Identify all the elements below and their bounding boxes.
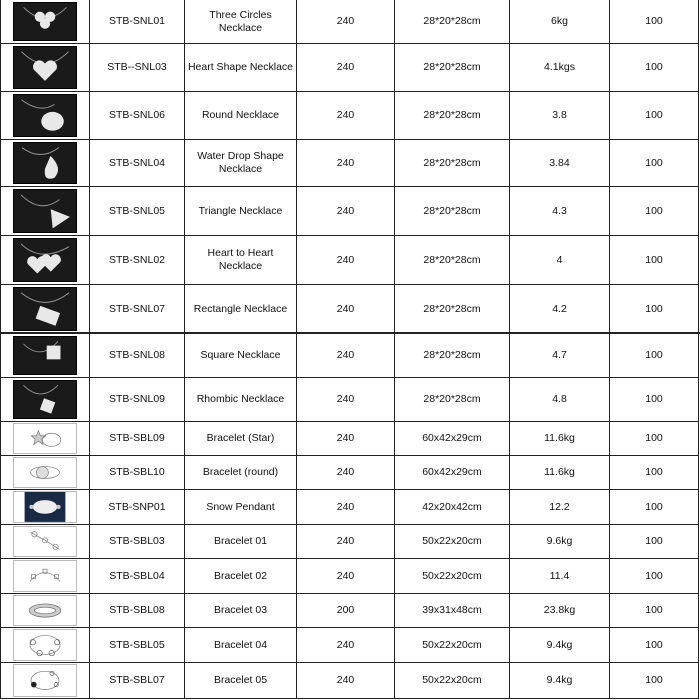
bracelet-05-icon xyxy=(13,664,77,697)
table-row xyxy=(0,334,700,378)
product-code: STB-SBL05 xyxy=(90,628,185,663)
product-thumbnail-cell xyxy=(0,628,90,663)
carton-quantity: 240 xyxy=(297,236,395,285)
carton-quantity: 240 xyxy=(297,456,395,490)
pcs-value: 100 xyxy=(610,525,699,559)
product-thumbnail-cell xyxy=(0,334,90,378)
product-name: Bracelet (Star) xyxy=(185,422,297,456)
product-code: STB-SNL07 xyxy=(90,285,185,334)
product-code: STB-SNL08 xyxy=(90,334,185,378)
pcs-value: 100 xyxy=(610,236,699,285)
table-row xyxy=(0,422,700,456)
carton-weight: 11.6kg xyxy=(510,456,610,490)
rectangle-necklace-icon xyxy=(13,287,77,331)
product-name: Bracelet 01 xyxy=(185,525,297,559)
product-thumbnail-cell xyxy=(0,285,90,334)
product-thumbnail-cell xyxy=(0,559,90,594)
product-code: STB-SNL04 xyxy=(90,140,185,187)
product-code: STB-SNL01 xyxy=(90,0,185,44)
carton-quantity: 240 xyxy=(297,378,395,422)
carton-quantity: 240 xyxy=(297,422,395,456)
carton-size: 28*20*28cm xyxy=(395,0,510,44)
pcs-value: 100 xyxy=(610,422,699,456)
carton-quantity: 240 xyxy=(297,334,395,378)
product-thumbnail-cell xyxy=(0,525,90,559)
product-code: STB-SBL03 xyxy=(90,525,185,559)
carton-size: 50x22x20cm xyxy=(395,663,510,699)
carton-weight: 11.4 xyxy=(510,559,610,594)
carton-size: 50x22x20cm xyxy=(395,559,510,594)
product-name: Snow Pendant xyxy=(185,490,297,525)
product-name: Square Necklace xyxy=(185,334,297,378)
bracelet-02-icon xyxy=(13,560,77,592)
bracelet-04-icon xyxy=(13,629,77,661)
pcs-value: 100 xyxy=(610,663,699,699)
carton-quantity: 240 xyxy=(297,44,395,92)
carton-quantity: 240 xyxy=(297,559,395,594)
heart-to-heart-necklace-icon xyxy=(13,238,77,282)
product-code: STB-SBL09 xyxy=(90,422,185,456)
pcs-value: 100 xyxy=(610,559,699,594)
product-code: STB-SNL06 xyxy=(90,92,185,140)
product-name: Bracelet 03 xyxy=(185,594,297,628)
carton-size: 28*20*28cm xyxy=(395,378,510,422)
product-thumbnail-cell xyxy=(0,0,90,44)
pcs-value: 100 xyxy=(610,628,699,663)
carton-size: 28*20*28cm xyxy=(395,236,510,285)
table-row xyxy=(0,628,700,663)
pcs-value: 100 xyxy=(610,334,699,378)
carton-weight: 11.6kg xyxy=(510,422,610,456)
product-name: Heart Shape Necklace xyxy=(185,44,297,92)
product-code: STB-SNL02 xyxy=(90,236,185,285)
carton-weight: 4.2 xyxy=(510,285,610,334)
product-thumbnail-cell xyxy=(0,594,90,628)
carton-size: 39x31x48cm xyxy=(395,594,510,628)
product-code: STB-SNP01 xyxy=(90,490,185,525)
carton-quantity: 240 xyxy=(297,628,395,663)
carton-weight: 4 xyxy=(510,236,610,285)
table-row xyxy=(0,525,700,559)
product-code: STB--SNL03 xyxy=(90,44,185,92)
heart-necklace-icon xyxy=(13,46,77,89)
product-thumbnail-cell xyxy=(0,236,90,285)
pcs-value: 100 xyxy=(610,490,699,525)
carton-size: 28*20*28cm xyxy=(395,44,510,92)
pcs-value: 100 xyxy=(610,378,699,422)
product-code: STB-SBL08 xyxy=(90,594,185,628)
bracelet-03-icon xyxy=(13,595,77,626)
product-name: Rectangle Necklace xyxy=(185,285,297,334)
product-name: Bracelet 04 xyxy=(185,628,297,663)
carton-weight: 4.3 xyxy=(510,187,610,236)
carton-size: 50x22x20cm xyxy=(395,628,510,663)
carton-quantity: 240 xyxy=(297,490,395,525)
carton-weight: 4.8 xyxy=(510,378,610,422)
carton-quantity: 200 xyxy=(297,594,395,628)
pcs-value: 100 xyxy=(610,92,699,140)
table-row xyxy=(0,663,700,699)
triangle-necklace-icon xyxy=(13,189,77,233)
carton-weight: 6kg xyxy=(510,0,610,44)
product-thumbnail-cell xyxy=(0,422,90,456)
product-thumbnail-cell xyxy=(0,140,90,187)
carton-size: 50x22x20cm xyxy=(395,525,510,559)
product-name: Round Necklace xyxy=(185,92,297,140)
table-row xyxy=(0,236,700,285)
table-row xyxy=(0,0,700,44)
carton-weight: 12.2 xyxy=(510,490,610,525)
table-row xyxy=(0,44,700,92)
star-bracelet-icon xyxy=(13,423,77,454)
carton-quantity: 240 xyxy=(297,285,395,334)
pcs-value: 100 xyxy=(610,456,699,490)
carton-quantity: 240 xyxy=(297,663,395,699)
table-row xyxy=(0,490,700,525)
product-thumbnail-cell xyxy=(0,456,90,490)
carton-weight: 4.7 xyxy=(510,334,610,378)
table-row xyxy=(0,285,700,334)
carton-quantity: 240 xyxy=(297,0,395,44)
carton-quantity: 240 xyxy=(297,92,395,140)
table-row xyxy=(0,456,700,490)
carton-weight: 9.4kg xyxy=(510,663,610,699)
pcs-value: 100 xyxy=(610,44,699,92)
product-name: Three Circles Necklace xyxy=(185,0,297,44)
pcs-value: 100 xyxy=(610,0,699,44)
carton-size: 60x42x29cm xyxy=(395,422,510,456)
bracelet-01-icon xyxy=(13,526,77,557)
product-name: Triangle Necklace xyxy=(185,187,297,236)
carton-size: 60x42x29cm xyxy=(395,456,510,490)
carton-weight: 9.4kg xyxy=(510,628,610,663)
carton-weight: 23.8kg xyxy=(510,594,610,628)
product-code: STB-SNL09 xyxy=(90,378,185,422)
pcs-value: 100 xyxy=(610,140,699,187)
snow-pendant-icon xyxy=(13,491,77,523)
carton-size: 28*20*28cm xyxy=(395,334,510,378)
table-row xyxy=(0,594,700,628)
carton-weight: 4.1kgs xyxy=(510,44,610,92)
pcs-value: 100 xyxy=(610,594,699,628)
product-thumbnail-cell xyxy=(0,44,90,92)
table-row xyxy=(0,140,700,187)
section-divider xyxy=(0,332,700,334)
pcs-value: 100 xyxy=(610,285,699,334)
rhombic-necklace-icon xyxy=(13,380,77,420)
product-name: Bracelet 02 xyxy=(185,559,297,594)
product-name: Heart to Heart Necklace xyxy=(185,236,297,285)
table-row xyxy=(0,187,700,236)
carton-weight: 3.84 xyxy=(510,140,610,187)
product-thumbnail-cell xyxy=(0,92,90,140)
carton-size: 28*20*28cm xyxy=(395,140,510,187)
product-name: Rhombic Necklace xyxy=(185,378,297,422)
product-thumbnail-cell xyxy=(0,663,90,699)
three-circles-necklace-icon xyxy=(13,2,77,42)
carton-quantity: 240 xyxy=(297,140,395,187)
product-name: Water Drop Shape Necklace xyxy=(185,140,297,187)
carton-quantity: 240 xyxy=(297,525,395,559)
product-thumbnail-cell xyxy=(0,490,90,525)
product-code: STB-SBL04 xyxy=(90,559,185,594)
product-code: STB-SNL05 xyxy=(90,187,185,236)
carton-size: 28*20*28cm xyxy=(395,92,510,140)
table-row xyxy=(0,378,700,422)
product-name: Bracelet 05 xyxy=(185,663,297,699)
product-code: STB-SBL10 xyxy=(90,456,185,490)
carton-size: 28*20*28cm xyxy=(395,187,510,236)
square-necklace-icon xyxy=(13,336,77,376)
water-drop-necklace-icon xyxy=(13,142,77,184)
carton-quantity: 240 xyxy=(297,187,395,236)
table-row xyxy=(0,559,700,594)
carton-weight: 9.6kg xyxy=(510,525,610,559)
product-thumbnail-cell xyxy=(0,187,90,236)
product-code: STB-SBL07 xyxy=(90,663,185,699)
carton-weight: 3.8 xyxy=(510,92,610,140)
carton-size: 28*20*28cm xyxy=(395,285,510,334)
carton-size: 42x20x42cm xyxy=(395,490,510,525)
round-necklace-icon xyxy=(13,94,77,137)
pcs-value: 100 xyxy=(610,187,699,236)
product-name: Bracelet (round) xyxy=(185,456,297,490)
product-thumbnail-cell xyxy=(0,378,90,422)
round-bracelet-icon xyxy=(13,457,77,488)
table-row xyxy=(0,92,700,140)
